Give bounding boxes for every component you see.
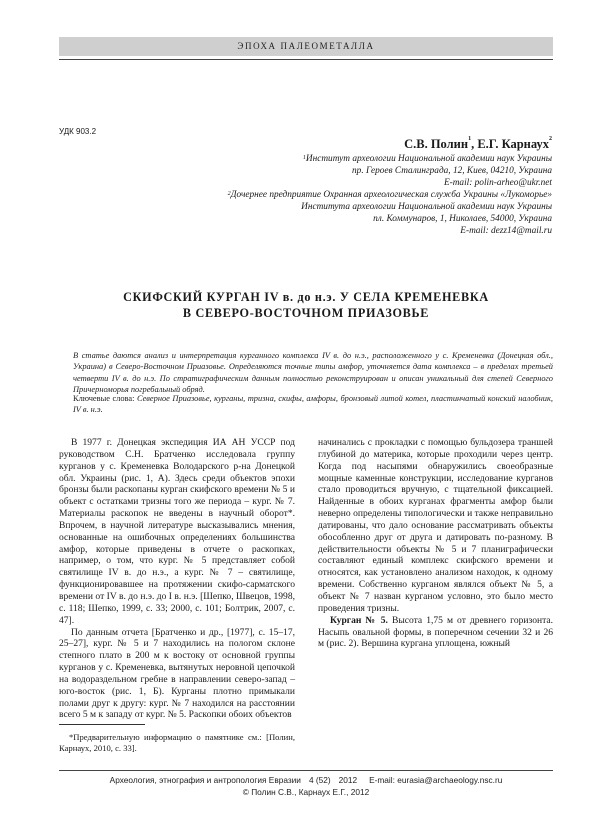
- affiliation-2-email: E-mail: dezz14@mail.ru: [460, 226, 552, 236]
- paragraph-1: В 1977 г. Донецкая экспедиция ИА АН УССР под руководством С.Н. Братченко исследовала группу курганов у с. Кременевка Володарского р-на Донецкой обл. Украины (рис. 1, А). Здесь среди объектов эпохи бронзы были раскопаны курган скифского времени № 5 и объект с остатками тризны того же периода – кург. № 7. Материалы раскопок не введены в научный оборот*. Впрочем, в научной литературе высказывались мнения, основанные на ошибочных определениях большинства амфор, которые приведены в отчете о раскопках, например, о том, что кург. № 5 представляет собой святилище IV в. до н.э., а кург. № 7 – святилище, функционировавшее на протяжении скифо-сарматского времени от IV в. до н.э. до I в. н.э. [Шепко, Швецов, 1998, с. 118; Шепко, 1999, с. 33; 2000, с. 101; Болтрик, 2007, с. 47].: [59, 437, 295, 626]
- affiliation-1-name: Институт археологии Национальной академии наук Украины: [305, 154, 552, 164]
- section-heading-kurgan-5: Курган № 5.: [330, 614, 388, 626]
- keywords-label: Ключевые слова:: [73, 394, 137, 403]
- author-1: С.В. Полин: [404, 137, 469, 151]
- footer-copyright: © Полин С.В., Карнаух Е.Г., 2012: [242, 787, 370, 797]
- paragraph-kurgan-5-text: Высота 1,75 м от древнего горизонта. Насыпь овальной формы, в поперечном сечении 32 и 26 м (рис. 2). Вершина кургана уплощена, южный: [318, 614, 553, 650]
- affiliation-1-sup: 1: [302, 155, 306, 161]
- keywords-text: Северное Приазовье, курганы, тризна, скифы, амфоры, бронзовый литой котел, пластинчатый конский налобник, IV в. н.э.: [73, 394, 553, 415]
- footer-journal-line: [59, 775, 553, 785]
- affiliation-2-line-2: Института археологии Национальной академии наук Украины: [301, 202, 552, 212]
- author-2-sup: 2: [549, 136, 552, 142]
- footer-journal: Археология, этнография и антропология Евразии: [109, 775, 301, 785]
- article-title-line-1: СКИФСКИЙ КУРГАН IV в. до н.э. У СЕЛА КРЕМЕНЕВКА: [123, 290, 489, 304]
- header-divider: [59, 59, 553, 60]
- abstract: В статье даются анализ и интерпретация курганного комплекса IV в. до н.э., расположенного у с. Кременевка (Донецкая обл., Украина) в Северо-Восточном Приазовье. Определяются точные типы амфор, уточняется дата комплекса – в пределах третьей четверти IV в. до н.э. По стратиграфическим данным полностью реконструирован и описан уникальный для степей Северного Причерноморья погребальный обряд.: [73, 351, 553, 394]
- keywords: [73, 393, 553, 416]
- footnote-divider: [59, 724, 145, 725]
- footer-year: 2012: [338, 775, 358, 785]
- affiliation-2-line-1: [228, 189, 552, 201]
- affiliation-1-address: пр. Героев Сталинграда, 12, Киев, 04210, Украина: [352, 166, 552, 176]
- affiliation-2-name: Дочернее предприятие Охранная археологическая служба Украины «Лукоморье»: [230, 190, 552, 200]
- paragraph-2-continued: начинались с прокладки с помощью бульдозера траншей глубиной до материка, которые проходили через центр. Когда под насыпями обнаружились своеобразные мощные каменные конструкции, исследование курганов стало проводиться вручную, с тщательной фиксацией. Найденные в обоих курганах фрагменты амфор были неверно определены типологически и также неправильно датированы, что дало основание рассматривать объекты обособленно друг от друга и датировать по-разному. В действительности объекты № 5 и 7 планиграфически составляют единый комплекс скифского времени и относятся, как установлено анализом находок, к одному времени. Собственно курганом являлся объект № 5, а объект № 7 назван курганом условно, это было место проведения тризны.: [318, 437, 553, 614]
- author-separator: ,: [471, 137, 478, 151]
- footer-issue: 4 (52): [308, 775, 331, 785]
- udk-code: УДК 903.2: [59, 127, 97, 136]
- paragraph-2: По данным отчета [Братченко и др., [1977], с. 15–17, 25–27], кург. № 5 и 7 находились на пологом склоне степного плато в 200 м к востоку от основной группы курганов у с. Кременевка, вытянутых неровной цепочкой на водораздельном гребне в направлении северо-запад – юго-восток (рис. 1, Б). Курганы плотно примыкали полами друг к другу: кург. № 7 находился на расстоянии всего 5 м к западу от кург. № 5. Раскопки обоих объектов: [59, 626, 295, 721]
- article-title-line-2: В СЕВЕРО-ВОСТОЧНОМ ПРИАЗОВЬЕ: [182, 306, 430, 320]
- footer-email: E-mail: eurasia@archaeology.nsc.ru: [369, 775, 503, 785]
- affiliation-1-line-1: [303, 153, 552, 165]
- body-column-right: [318, 437, 553, 650]
- paragraph-kurgan-5: [318, 615, 553, 651]
- author-1-sup: 1: [468, 136, 472, 142]
- affiliation-2-address: пл. Коммунаров, 1, Николаев, 54000, Украина: [373, 214, 552, 224]
- footer-divider: [59, 770, 553, 771]
- authors: [404, 137, 552, 152]
- running-head: ЭПОХА ПАЛЕОМЕТАЛЛА: [59, 37, 553, 56]
- footnote: *Предварительную информацию о памятнике см.: [Полин, Карнаух, 2010, с. 33].: [59, 732, 295, 753]
- author-2: Е.Г. Карнаух: [477, 137, 549, 151]
- affiliation-1-email: E-mail: polin-arheo@ukr.net: [443, 178, 552, 188]
- body-column-left: [59, 437, 295, 721]
- affiliation-2-sup: 2: [227, 191, 231, 197]
